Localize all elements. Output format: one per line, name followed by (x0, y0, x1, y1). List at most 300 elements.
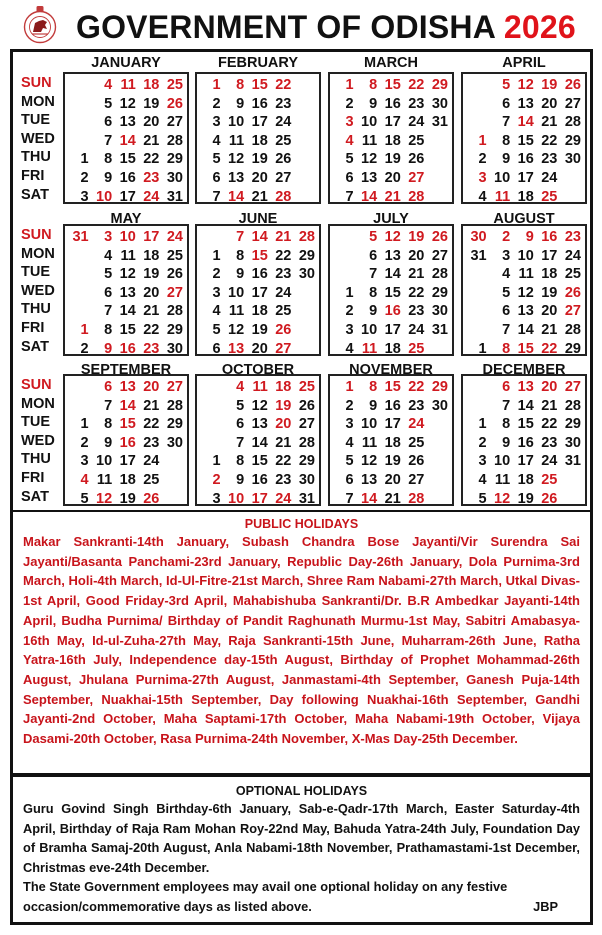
date: 9 (236, 266, 245, 283)
weekday-label-sun: SUN (21, 75, 52, 91)
month-name: MAY (110, 211, 142, 227)
holiday-date: 25 (298, 379, 315, 395)
date: 18 (119, 471, 136, 488)
date: 19 (541, 284, 558, 301)
date: 24 (541, 169, 558, 186)
holiday-date: 7 (236, 229, 245, 245)
weekday-label-sat: SAT (21, 186, 49, 203)
date: 29 (166, 321, 183, 338)
date (465, 265, 489, 284)
date: 5 (212, 151, 221, 168)
holiday-date: 27 (564, 303, 581, 320)
date (67, 397, 91, 416)
date: 24 (541, 453, 558, 470)
date: 26 (298, 397, 315, 414)
week-row-mon (199, 247, 317, 266)
date: 4 (345, 434, 354, 451)
optional-holiday-note-line2: occasion/commemorative days as listed above. (23, 898, 312, 914)
date: 28 (564, 321, 581, 338)
week-row-mon (332, 95, 450, 114)
date: 9 (236, 95, 245, 112)
week-row-wed (465, 284, 583, 303)
week-row-wed (332, 284, 450, 303)
date: 24 (408, 114, 425, 131)
date: 25 (408, 434, 425, 451)
weekday-label-thu: THU (21, 451, 51, 468)
week-row-thu (465, 150, 583, 169)
week-row-thu (67, 150, 185, 169)
holiday-date: 8 (369, 77, 378, 93)
date: 29 (564, 340, 581, 357)
holiday-date: 16 (119, 434, 136, 451)
date (67, 247, 91, 266)
month-days-box (195, 224, 321, 356)
date: 24 (275, 114, 292, 131)
holiday-date: 15 (119, 416, 136, 433)
holiday-date: 5 (369, 229, 378, 245)
week-row-tue (465, 415, 583, 434)
week-row-fri (332, 169, 450, 188)
date: 6 (212, 169, 221, 186)
week-row-thu (67, 452, 185, 471)
date (161, 471, 185, 490)
date (67, 113, 91, 132)
date (332, 228, 356, 247)
date: 23 (541, 434, 558, 451)
date: 9 (502, 151, 511, 168)
date: 4 (212, 132, 221, 149)
date: 30 (564, 434, 581, 451)
date: 23 (275, 95, 292, 112)
date: 17 (384, 321, 401, 338)
date: 5 (104, 95, 113, 112)
date (293, 76, 317, 95)
date: 10 (96, 453, 113, 470)
date: 19 (143, 266, 160, 283)
holiday-date: 3 (345, 114, 354, 131)
date: 20 (251, 340, 268, 357)
date: 28 (166, 397, 183, 414)
date: 15 (119, 151, 136, 168)
week-row-mon (67, 397, 185, 416)
holiday-date: 19 (275, 397, 292, 414)
holiday-date: 10 (96, 188, 113, 205)
month-days-box (328, 72, 454, 204)
holiday-date: 24 (143, 188, 160, 205)
date: 12 (517, 284, 534, 301)
date: 8 (104, 416, 113, 433)
weekday-label-sun: SUN (21, 227, 52, 243)
holiday-date: 20 (541, 379, 558, 395)
date (293, 169, 317, 188)
holiday-date: 27 (166, 284, 183, 301)
week-row-tue (67, 265, 185, 284)
date (465, 321, 489, 340)
week-row-fri (67, 321, 185, 340)
date: 7 (212, 188, 221, 205)
week-row-sat (332, 490, 450, 509)
date: 3 (478, 453, 487, 470)
date: 15 (384, 284, 401, 301)
month-days-box (461, 374, 587, 506)
date: 7 (502, 114, 511, 131)
date: 20 (143, 114, 160, 131)
date (559, 471, 583, 490)
date: 3 (80, 453, 89, 470)
holiday-date: 27 (275, 340, 292, 357)
month-days-box (461, 72, 587, 204)
date (161, 452, 185, 471)
date: 6 (236, 416, 245, 433)
date (426, 340, 450, 359)
week-row-sun (67, 378, 185, 397)
date: 2 (80, 340, 89, 357)
week-row-thu (465, 302, 583, 321)
date: 2 (345, 95, 354, 112)
date: 29 (431, 284, 448, 301)
holiday-date: 21 (275, 229, 292, 245)
date: 21 (384, 490, 401, 507)
month-name: JANUARY (91, 55, 161, 71)
date: 20 (541, 303, 558, 320)
date: 31 (470, 247, 487, 264)
date: 7 (345, 490, 354, 507)
date (559, 490, 583, 509)
date (293, 95, 317, 114)
week-row-tue (332, 415, 450, 434)
holiday-date: 25 (541, 188, 558, 205)
date (293, 340, 317, 359)
date: 30 (166, 434, 183, 451)
date: 1 (345, 284, 354, 301)
date: 2 (478, 151, 487, 168)
weekday-labels (21, 226, 69, 356)
date (332, 247, 356, 266)
date: 3 (212, 490, 221, 507)
week-row-thu (199, 150, 317, 169)
month-days-box (63, 224, 189, 356)
holiday-date: 26 (564, 284, 581, 301)
optional-holidays-list: Guru Govind Singh Birthday-6th January, Sab-e-Qadr-17th March, Easter Saturday-4th April, Birthday of Raja Ram Mohan Roy-22nd May, Bahuda Yatra-24th July, Foundation Day of Bramha Samaj-20th August, Anla Nabami-18th November, Prathamastami-1st December, Christmas eve-24th December. (23, 801, 580, 875)
date: 16 (119, 169, 136, 186)
holiday-date: 24 (166, 229, 183, 245)
date: 17 (517, 169, 534, 186)
weekday-label-tue: TUE (21, 264, 50, 281)
date (426, 490, 450, 509)
date: 31 (431, 321, 448, 338)
date: 10 (494, 453, 511, 470)
date: 9 (502, 434, 511, 451)
week-row-wed (199, 284, 317, 303)
holiday-date: 27 (408, 169, 425, 186)
optional-holidays-title: OPTIONAL HOLIDAYS (235, 784, 368, 798)
date: 28 (564, 114, 581, 131)
month-name: FEBRUARY (217, 55, 299, 71)
date: 27 (564, 95, 581, 112)
date: 9 (369, 397, 378, 414)
date: 14 (251, 434, 268, 451)
week-row-sun (332, 378, 450, 397)
date (199, 434, 223, 453)
week-row-wed (332, 132, 450, 151)
date: 25 (275, 303, 292, 320)
week-row-sat (67, 188, 185, 207)
date: 27 (275, 169, 292, 186)
date: 7 (104, 303, 113, 320)
date: 8 (369, 284, 378, 301)
date (426, 471, 450, 490)
week-row-tue (332, 113, 450, 132)
holiday-date: 3 (478, 169, 487, 186)
holiday-date: 15 (384, 379, 401, 395)
date: 28 (564, 397, 581, 414)
date: 9 (236, 471, 245, 488)
calendar-grid (10, 49, 593, 512)
date: 8 (502, 416, 511, 433)
date (559, 188, 583, 207)
week-row-sat (199, 188, 317, 207)
date: 20 (541, 95, 558, 112)
public-holidays-section (10, 510, 593, 776)
week-row-fri (199, 321, 317, 340)
holiday-date: 9 (525, 229, 534, 245)
date: 21 (541, 114, 558, 131)
date: 15 (251, 453, 268, 470)
date: 1 (80, 151, 89, 168)
date (199, 228, 223, 247)
week-row-thu (199, 302, 317, 321)
holiday-date: 25 (541, 471, 558, 488)
date: 3 (212, 284, 221, 301)
optional-holiday-note-end (23, 897, 580, 917)
holiday-date: 14 (361, 188, 378, 205)
date: 29 (166, 151, 183, 168)
date: 21 (143, 397, 160, 414)
date: 28 (298, 434, 315, 451)
date: 10 (228, 114, 245, 131)
date: 31 (431, 114, 448, 131)
date: 11 (361, 132, 378, 149)
month-days-box (461, 224, 587, 356)
date: 29 (564, 132, 581, 149)
holiday-date: 14 (228, 188, 245, 205)
date: 2 (80, 169, 89, 186)
date (293, 150, 317, 169)
date: 3 (212, 114, 221, 131)
weekday-label-mon: MON (21, 245, 55, 262)
date: 6 (345, 471, 354, 488)
date (199, 397, 223, 416)
holiday-date: 22 (408, 77, 425, 93)
date: 10 (361, 416, 378, 433)
date: 22 (143, 321, 160, 338)
weekday-label-fri: FRI (21, 319, 45, 336)
date: 4 (212, 303, 221, 320)
date (67, 302, 91, 321)
date: 22 (541, 132, 558, 149)
date: 27 (298, 416, 315, 433)
week-row-thu (332, 302, 450, 321)
date (426, 188, 450, 207)
holiday-date: 15 (251, 77, 268, 93)
date: 31 (166, 188, 183, 205)
holiday-date: 22 (408, 379, 425, 395)
date: 6 (502, 95, 511, 112)
date: 24 (408, 321, 425, 338)
week-row-fri (67, 471, 185, 490)
date: 26 (408, 151, 425, 168)
date: 19 (251, 321, 268, 338)
date: 7 (236, 434, 245, 451)
date: 16 (251, 266, 268, 283)
holiday-date: 18 (143, 77, 160, 93)
date: 13 (361, 169, 378, 186)
date (293, 321, 317, 340)
date: 25 (143, 471, 160, 488)
weekday-label-thu: THU (21, 301, 51, 318)
holiday-date: 8 (502, 340, 511, 357)
holiday-date: 29 (431, 379, 448, 395)
week-row-wed (199, 132, 317, 151)
holiday-date: 26 (143, 490, 160, 507)
date: 7 (104, 397, 113, 414)
date (465, 113, 489, 132)
date: 12 (228, 321, 245, 338)
week-row-fri (199, 471, 317, 490)
date: 28 (166, 132, 183, 149)
holiday-date: 15 (517, 340, 534, 357)
holiday-date: 28 (275, 188, 292, 205)
holiday-date: 16 (384, 303, 401, 320)
date: 10 (517, 247, 534, 264)
date: 30 (166, 169, 183, 186)
weekday-label-fri: FRI (21, 469, 45, 486)
date: 3 (345, 321, 354, 338)
date: 8 (104, 321, 113, 338)
holiday-date: 4 (345, 132, 354, 149)
date: 19 (517, 490, 534, 507)
date: 5 (478, 490, 487, 507)
date: 31 (564, 453, 581, 470)
date (559, 169, 583, 188)
date: 18 (143, 247, 160, 264)
holiday-date: 23 (564, 229, 581, 245)
date: 18 (541, 266, 558, 283)
public-holidays-list: Makar Sankranti-14th January, Subash Chandra Bose Jayanti/Vir Surendra Sai Jayanti/Basanta Panchami-23rd January, Republic Day-26th January, Dola Purnima-3rd March, Holi-4th March, Id-Ul-Fitre-21st March, Shree Ram Nabami-27th March, Utkal Divas-1st April, Good Friday-3rd April, Mahabishuba Sankranti/Dr. B.R Ambedkar Jayanti-14th April, Budha Purnima/ Birthday of Pandit Raghunath Murmu-1st May, Sabitri Amabasya-16th May, Id-ul-Zuha-27th May, Raja Sankranti-15th June, Muharram-26th June, Ratha Yatra-16th July, Independence day-15th August, Birthday of Prophet Mohammad-26th August, Jhulana Purnima-27th August, Janmastami-4th September, Ganesh Puja-14th September, Nuakhai-15th September, Day following Nuakhai-16th September, Gandhi Jayanti-2nd October, Maha Saptami-17th October, Maha Nabami-19th October, Vijaya Dasami-20th October, Rasa Purnima-24th November, X-Mas Day-25th December. (23, 534, 580, 747)
date: 25 (408, 132, 425, 149)
date: 20 (408, 247, 425, 264)
weekday-labels (21, 376, 69, 506)
week-row-wed (67, 284, 185, 303)
holiday-date: 23 (143, 340, 160, 357)
date: 11 (518, 266, 534, 283)
week-row-sun (465, 228, 583, 247)
date: 12 (361, 453, 378, 470)
date: 19 (143, 95, 160, 112)
week-row-mon (465, 95, 583, 114)
week-row-tue (332, 265, 450, 284)
holiday-date: 1 (80, 321, 89, 338)
holiday-date: 8 (369, 379, 378, 395)
month-days-box (195, 72, 321, 204)
weekday-label-tue: TUE (21, 414, 50, 431)
date: 6 (104, 114, 113, 131)
holiday-date: 10 (119, 229, 136, 245)
month-days-box (63, 72, 189, 204)
date (67, 378, 91, 397)
holiday-date: 10 (228, 490, 245, 507)
week-row-mon (67, 247, 185, 266)
date: 22 (143, 416, 160, 433)
holiday-date: 24 (275, 490, 292, 507)
date: 22 (143, 151, 160, 168)
holiday-date: 26 (166, 95, 183, 112)
date (293, 132, 317, 151)
date: 31 (298, 490, 315, 507)
weekday-label-sat: SAT (21, 338, 49, 355)
holiday-date: 29 (431, 77, 448, 93)
month-days-box (195, 374, 321, 506)
week-row-sat (332, 188, 450, 207)
week-row-sat (199, 490, 317, 509)
date: 7 (345, 188, 354, 205)
date (465, 95, 489, 114)
date: 13 (119, 114, 136, 131)
holiday-date: 25 (166, 77, 183, 93)
title-text: GOVERNMENT OF ODISHA (76, 9, 495, 45)
holiday-date: 26 (275, 321, 292, 338)
week-row-mon (465, 247, 583, 266)
holiday-date: 31 (72, 229, 89, 245)
holiday-date: 15 (384, 77, 401, 93)
month-name: OCTOBER (221, 362, 295, 378)
date: 2 (80, 434, 89, 451)
date: 20 (384, 169, 401, 186)
date: 26 (408, 453, 425, 470)
holiday-date: 20 (275, 416, 292, 433)
date: 5 (502, 284, 511, 301)
week-row-tue (67, 113, 185, 132)
date: 21 (143, 303, 160, 320)
date: 30 (431, 303, 448, 320)
date: 29 (564, 416, 581, 433)
date: 12 (251, 397, 268, 414)
holiday-date: 11 (494, 188, 511, 205)
date (67, 76, 91, 95)
date: 27 (431, 247, 448, 264)
holiday-date: 12 (96, 490, 113, 507)
date (465, 302, 489, 321)
holiday-date: 19 (408, 229, 425, 245)
date: 24 (564, 247, 581, 264)
week-row-thu (465, 452, 583, 471)
holiday-date: 3 (104, 229, 113, 245)
date: 18 (384, 340, 401, 357)
week-row-sun (199, 76, 317, 95)
date: 3 (345, 416, 354, 433)
month-name: NOVEMBER (349, 362, 433, 378)
date: 9 (104, 169, 113, 186)
date: 16 (517, 434, 534, 451)
date: 30 (166, 340, 183, 357)
date: 21 (275, 434, 292, 451)
holiday-date: 6 (502, 379, 511, 395)
date: 4 (478, 188, 487, 205)
holiday-date: 22 (541, 340, 558, 357)
date: 9 (104, 434, 113, 451)
date: 8 (236, 247, 245, 264)
week-row-thu (199, 452, 317, 471)
